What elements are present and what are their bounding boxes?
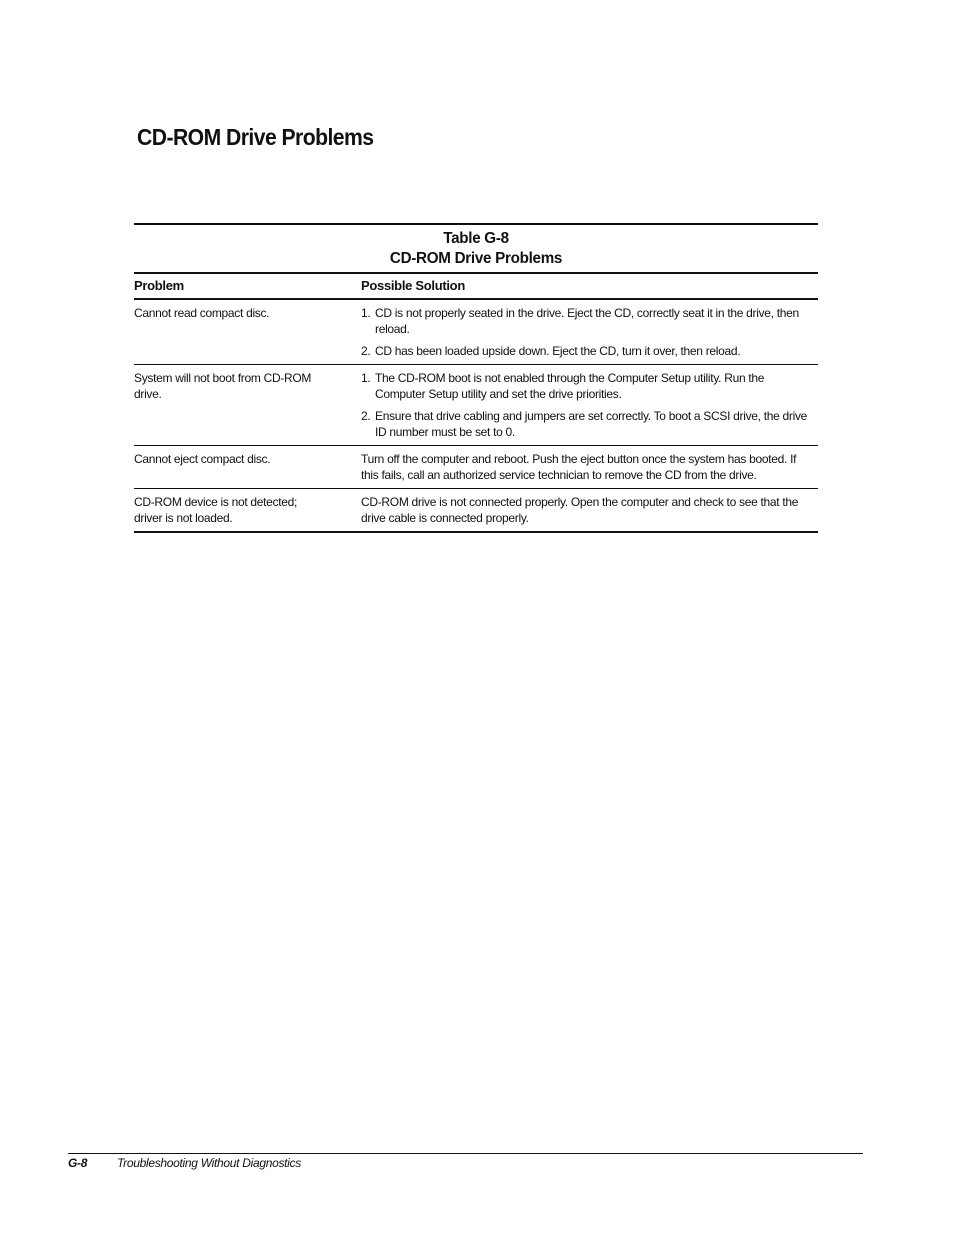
- solution-cell: CD-ROM drive is not connected properly. Open the computer and check to see that the drive cable is connected properly.: [361, 489, 818, 533]
- table-row: [134, 446, 818, 489]
- footer-title: Troubleshooting Without Diagnostics: [117, 1156, 301, 1170]
- solution-item: [361, 408, 810, 440]
- solution-cell: [361, 299, 818, 365]
- page-title: CD-ROM Drive Problems: [137, 124, 374, 150]
- table-row: [134, 489, 818, 533]
- solution-item: [361, 305, 810, 337]
- solution-number: 1.: [361, 371, 371, 385]
- table-header-row: [134, 274, 818, 299]
- solution-cell: [361, 365, 818, 446]
- solution-item: [361, 370, 810, 402]
- problem-cell: Cannot read compact disc.: [134, 299, 361, 365]
- table-caption: [134, 225, 818, 274]
- footer-page-number: G-8: [68, 1156, 88, 1170]
- solution-text: Ensure that drive cabling and jumpers are set correctly. To boot a SCSI drive, the drive ID number must be set to 0.: [375, 409, 808, 439]
- footer-divider: [68, 1153, 863, 1154]
- table-number: Table G-8: [443, 230, 509, 247]
- troubleshooting-table: [134, 274, 818, 533]
- solution-number: 1.: [361, 306, 371, 320]
- solution-number: 2.: [361, 344, 371, 358]
- problem-cell: CD-ROM device is not detected; driver is not loaded.: [134, 489, 361, 533]
- column-header-problem: Problem: [134, 274, 361, 299]
- page-footer: [68, 1156, 301, 1170]
- solution-text: CD has been loaded upside down. Eject the CD, turn it over, then reload.: [375, 344, 741, 358]
- solution-number: 2.: [361, 409, 371, 423]
- solution-item: [361, 343, 810, 359]
- problem-cell: Cannot eject compact disc.: [134, 446, 361, 489]
- column-header-solution: Possible Solution: [361, 274, 818, 299]
- solution-cell: Turn off the computer and reboot. Push the eject button once the system has booted. If this fails, call an authorized service technician to remove the CD from the drive.: [361, 446, 818, 489]
- solution-text: CD is not properly seated in the drive. Eject the CD, correctly seat it in the drive, then reload.: [375, 306, 799, 336]
- problem-cell: System will not boot from CD-ROM drive.: [134, 365, 361, 446]
- table-row: [134, 299, 818, 365]
- cd-rom-problems-table: [134, 223, 818, 533]
- table-row: [134, 365, 818, 446]
- table-title: CD-ROM Drive Problems: [389, 250, 563, 267]
- solution-text: The CD-ROM boot is not enabled through the Computer Setup utility. Run the Computer Setup utility and set the drive priorities.: [375, 371, 765, 401]
